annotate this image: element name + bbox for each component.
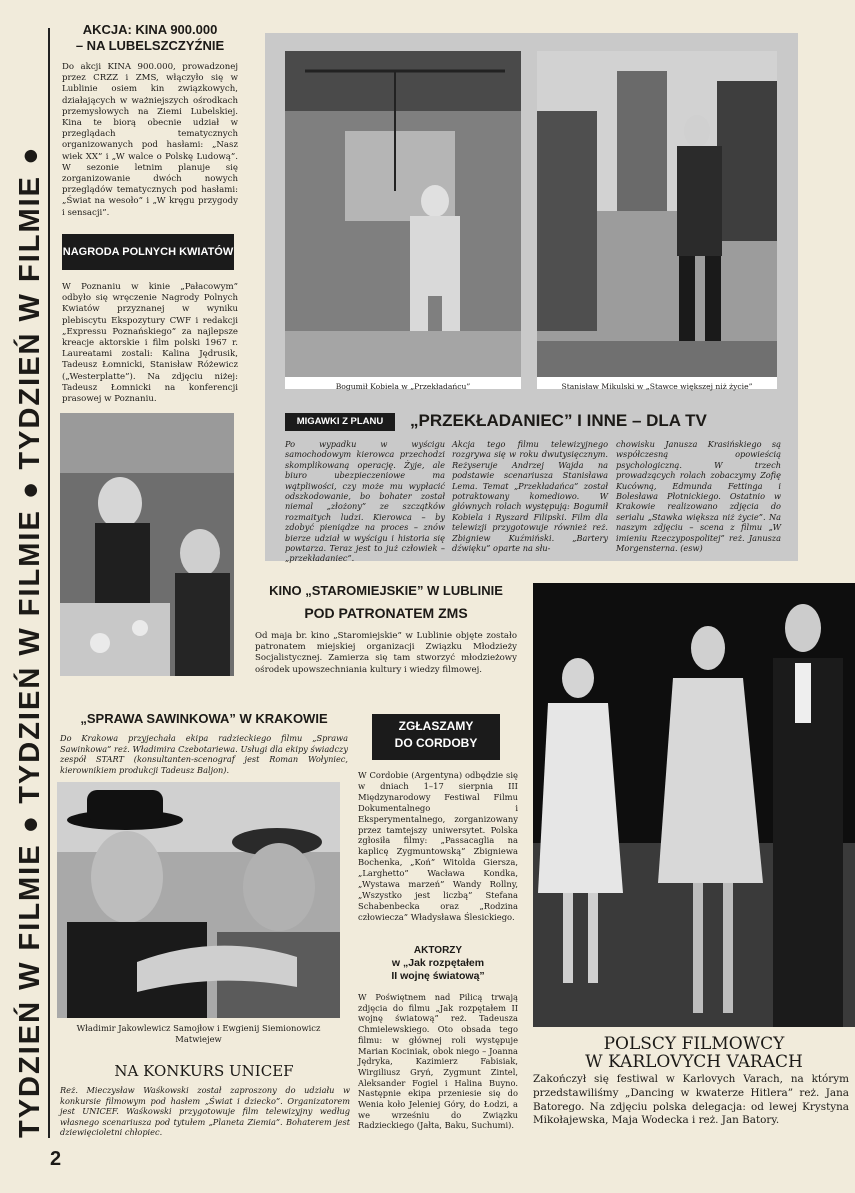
photo-frame-right bbox=[537, 51, 777, 389]
migawki-panel bbox=[265, 33, 798, 564]
aktorzy-body: W Poświętnem nad Pilicą trwają zdjęcia do filmu „Jak rozpętałem II wojnę światową” reż. Tadeusza Chmielewskiego. Oto obsada tego filmu: w głównej roli występuje Marian Kociniak, obok niego – Joanna Jędryka, Kazimierz Fabisiak, Wirgiliusz Gryń, Zygmunt Zintel, Aleksander Fogiel i Halina Buyno. Następnie ekipa przeniesie się do Wenia koło Jeleniej Góry, do Łodzi, a we wrześniu do Związku Radzieckiego (Jałta, Baku, Suchumi). bbox=[358, 992, 518, 1131]
unicef-body: Reż. Mieczysław Waśkowski został zaproszony do udziału w konkursie filmowym pod hasłem „Świat i dziecko”. Organizatorem jest UNICEF. Waśkowski przygotowuje film telewizyjny według własnego scenariusza pod tytułem „Planeta Ziemia”. Bohaterem jest dziewięcioletni chłopiec. bbox=[60, 1085, 350, 1137]
photo-karlovy-vary bbox=[533, 583, 855, 1027]
migawki-col-2: Akcja tego filmu telewizyjnego rozgrywa się w roku dwutysięcznym. Reżyseruje Andrzej Wajda na podstawie scenariusza Stanisława Lema. Temat „Przekładańca” został potraktowany komediowo. W głównych rolach występują: Bogumił Kobiela i Ryszard Filipski. Film dla telewizji przygotowuje również reż. Zbigniew Kuźmiński. „Bartery dźwięku” oparte na słu- bbox=[452, 439, 608, 554]
staromiejskie-title-1: KINO „STAROMIEJSKIE” W LUBLINIE bbox=[269, 583, 503, 598]
caption-przekladaniec: Bogumił Kobiela w „Przekładańcu” bbox=[335, 382, 471, 391]
aktorzy-title-1: AKTORZY bbox=[413, 945, 463, 956]
sawinkowa-body: Do Krakowa przyjechała ekipa radzieckiego filmu „Sprawa Sawinkowa” reż. Władimira Czebotariewa. Usługi dla ekipy świadczy zespół START (konsultanten-scenograf jest Roman Wołyniec, kierownikiem produkcji Tadeusz Baljon). bbox=[60, 733, 348, 775]
staromiejskie-body: Od maja br. kino „Staromiejskie” w Lublinie objęte zostało patronatem miejskiej organizacji Związku Młodzieży Socjalistycznej. Zamierza się tam stworzyć młodzieżowy ośrodek upowszechniania kultury i wiedzy filmowej. bbox=[255, 631, 517, 675]
photo-sawinkowa bbox=[57, 782, 340, 1018]
photo-press-conference-art bbox=[60, 413, 234, 676]
staromiejskie-article bbox=[255, 582, 517, 676]
karlovy-title-2: W KARLOVYCH VARACH bbox=[585, 1052, 803, 1072]
aktorzy-title-3: II wojnę światową” bbox=[391, 970, 485, 982]
aktorzy-heading bbox=[358, 944, 518, 983]
nagroda-body: W Poznaniu w kinie „Pałacowym” odbyło się wręczenie Nagrody Polnych Kwiatów przyznanej w wyniku plebiscytu Ekspozytury CWF i redakcji „Expressu Poznańskiego” za najlepsze kreacje aktorskie i film polski 1967 r. Laureatami zostali: Kalina Jędrusik, Tadeusz Łomnicki, Stanisław Różewicz („Westerplatte”). Na zdjęciu niżej: Tadeusz Łomnicki na konferencji prasowej w Poznaniu. bbox=[62, 282, 238, 405]
cordoba-body: W Cordobie (Argentyna) odbędzie się w dniach 1–17 sierpnia III Międzynarodowy Festiwal Filmu Dokumentalnego i Eksperymentalnego, zorganizowany przez tamtejszy uniwersytet. Polska zgłosiła filmy: „Passacaglia na kaplicę Zygmuntowską” Zbigniewa Bochenka, „Koń” Witolda Giersza, „Larghetto” Wacława Kondka, „Wystawa marzeń” Wandy Rollny, „Wszystko jest liczbą” Stefana Schabenbecka oraz „Rodzina człowiecza” Władysława Ślesickiego. bbox=[358, 770, 518, 922]
migawki-col-3: chowisku Janusza Krasińskiego są współczesną opowieścią psychologiczną. W trzech prowadzących rolach zobaczymy Zofię Kucówną, Edmunda Fettinga i Bolesława Płotnickiego. Ostatnio w Krakowie realizowano zdjęcia do serialu „Stawka większa niż życie”. Na naszym zdjęciu – scena z filmu „W imieniu Rzeczypospolitej” reż. Janusza Morgensterna. (esw) bbox=[616, 439, 781, 554]
unicef-title: NA KONKURS UNICEF bbox=[114, 1062, 294, 1080]
migawki-title: „PRZEKŁADANIEC” I INNE – DLA TV bbox=[410, 411, 707, 430]
sawinkowa-caption: Władimir Jakowlewicz Samojłow i Ewgienij Siemionowicz Matwiejew bbox=[76, 1023, 321, 1044]
photo-sawinkowa-art bbox=[57, 782, 340, 1018]
karlovy-title-1: POLSCY FILMOWCY bbox=[603, 1034, 785, 1054]
migawki-label: MIGAWKI Z PLANU bbox=[285, 413, 395, 431]
kina-body: Do akcji KINA 900.000, prowadzonej przez CRZZ i ZMS, włączyło się w Lublinie osiem kin związkowych, działających w ważniejszych ośrodkach przemysłowych na Ziemi Lubelskiej. Kina te biorą obecnie udział w przeglądach tematycznych organizowanych pod hasłami: „Nasz wiek XX” i „W walce o Polskę Ludową”. W sezonie letnim planuje się zorganizowanie dwóch nowych przeglądów tematycznych pod hasłami: „Świat na wesoło” i „W kręgu przygody i sensacji”. bbox=[62, 62, 238, 218]
karlovy-heading bbox=[533, 1035, 855, 1071]
photo-karlovy-vary-art bbox=[533, 583, 855, 1027]
sidebar bbox=[12, 28, 50, 1138]
page-number: 2 bbox=[50, 1148, 62, 1170]
cordoba-label bbox=[372, 714, 500, 760]
karlovy-body: Zakończył się festiwal w Karlovych Varach, na którym przedstawiliśmy „Dancing w kwaterze Hitlera” reż. Jana Batorego. Na zdjęciu polska delegacja: od lewej Krystyna Mikołajewska, Maja Wodecka i reż. Jan Batory. bbox=[533, 1073, 849, 1127]
kina-article bbox=[62, 22, 238, 219]
sidebar-text: TYDZIEŃ W FILMIE ● TYDZIEŃ W FILMIE ● TYDZIEŃ W FILMIE ● bbox=[14, 145, 46, 1138]
cordoba-label-2: DO CORDOBY bbox=[394, 736, 478, 750]
photo-frame-left bbox=[285, 51, 521, 389]
photo-press-conference bbox=[60, 413, 234, 676]
kina-title-2: – NA LUBELSZCZYŹNIE bbox=[75, 38, 225, 53]
nagroda-label: NAGRODA POLNYCH KWIATÓW bbox=[62, 234, 234, 270]
photo-przekladaniec bbox=[285, 51, 521, 377]
aktorzy-title-2: w „Jak rozpętałem bbox=[391, 957, 485, 969]
photo-stawka bbox=[537, 51, 777, 377]
staromiejskie-title-2: POD PATRONATEM ZMS bbox=[304, 605, 468, 621]
caption-stawka: Stanisław Mikulski w „Stawce większej niż życie” bbox=[561, 382, 753, 391]
migawki-col-1: Po wypadku w wyścigu samochodowym kierowca przechodzi skomplikowaną operację. Żyje, ale biuro ubezpieczeniowe ma wątpliwości, czy może mu wypłacić odszkodowanie, bo bohater został niemal „złożony” ze szczątków rozmaitych ludzi. Kierowca – by zdobyć pieniądze na proces – znów bierze udział w wyścigu i historia się powtarza. Teraz jest to już człowiek – „przekładaniec”. bbox=[285, 439, 445, 564]
sawinkowa-title: „SPRAWA SAWINKOWA” W KRAKOWIE bbox=[80, 711, 328, 726]
cordoba-label-1: ZGŁASZAMY bbox=[398, 719, 474, 733]
kina-title-1: AKCJA: KINA 900.000 bbox=[82, 22, 218, 37]
